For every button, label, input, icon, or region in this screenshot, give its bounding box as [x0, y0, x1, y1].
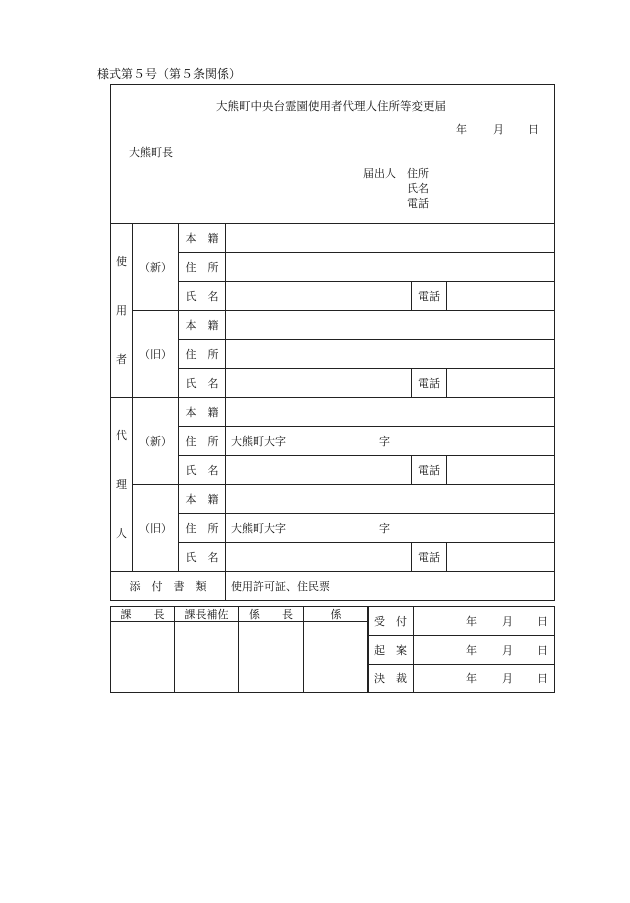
aza-label: 字	[379, 434, 390, 448]
user-old-label: （旧）	[133, 311, 179, 398]
main-table	[110, 223, 555, 601]
user-label: 使 用 者	[111, 224, 133, 398]
stamp-cell-staff[interactable]	[304, 622, 369, 693]
attachments-label: 添 付 書 類	[111, 572, 226, 601]
user-old-phone-value[interactable]	[447, 369, 555, 398]
agent-old-phone-value[interactable]	[447, 543, 555, 572]
form-title: 大熊町中央台霊園使用者代理人住所等変更届	[216, 99, 446, 113]
drafted-date[interactable]: 年 月 日	[414, 636, 555, 665]
user-new-label: （新）	[133, 224, 179, 311]
agent-new-phone-label: 電話	[412, 456, 447, 485]
user-old-name-value[interactable]	[226, 369, 412, 398]
user-old-name-label: 氏 名	[179, 369, 226, 398]
approval-stamp-table	[110, 606, 369, 693]
header-box	[110, 84, 555, 224]
approved-date[interactable]: 年 月 日	[414, 665, 555, 693]
applicant-address: 住所	[407, 167, 429, 180]
user-old-phone-label: 電話	[412, 369, 447, 398]
approval-date-table	[367, 606, 555, 693]
form-number: 様式第５号（第５条関係）	[97, 67, 242, 81]
applicant-label: 届出人	[363, 167, 396, 180]
applicant-phone: 電話	[407, 197, 429, 210]
stamp-col-assistant-chief: 課長補佐	[175, 607, 239, 622]
user-new-address-label: 住 所	[179, 253, 226, 282]
stamp-col-section-chief: 課 長	[111, 607, 175, 622]
stamp-col-subsection-chief: 係 長	[239, 607, 304, 622]
agent-new-honseki-label: 本 籍	[179, 398, 226, 427]
agent-new-label: （新）	[133, 398, 179, 485]
user-old-honseki-label: 本 籍	[179, 311, 226, 340]
received-date[interactable]: 年 月 日	[414, 607, 555, 636]
agent-old-phone-label: 電話	[412, 543, 447, 572]
town-prefix: 大熊町大字	[231, 521, 286, 535]
agent-old-honseki-label: 本 籍	[179, 485, 226, 514]
agent-new-honseki-value[interactable]	[226, 398, 555, 427]
applicant-name: 氏名	[407, 182, 429, 195]
agent-new-address-value[interactable]	[226, 427, 555, 456]
approved-label: 決 裁	[368, 665, 414, 693]
stamp-cell-assistant-chief[interactable]	[175, 622, 239, 693]
date-year: 年	[456, 123, 467, 136]
aza-label: 字	[379, 521, 390, 535]
stamp-cell-subsection-chief[interactable]	[239, 622, 304, 693]
town-prefix: 大熊町大字	[231, 434, 286, 448]
agent-new-name-value[interactable]	[226, 456, 412, 485]
user-old-address-label: 住 所	[179, 340, 226, 369]
agent-old-address-label: 住 所	[179, 514, 226, 543]
drafted-label: 起 案	[368, 636, 414, 665]
stamp-col-staff: 係	[304, 607, 369, 622]
user-new-phone-label: 電話	[412, 282, 447, 311]
date-day: 日	[528, 123, 539, 136]
user-new-honseki-label: 本 籍	[179, 224, 226, 253]
attachments-value: 使用許可証、住民票	[226, 572, 555, 601]
user-new-honseki-value[interactable]	[226, 224, 555, 253]
agent-old-address-value[interactable]	[226, 514, 555, 543]
agent-new-name-label: 氏 名	[179, 456, 226, 485]
agent-label: 代 理 人	[111, 398, 133, 572]
agent-old-name-label: 氏 名	[179, 543, 226, 572]
user-new-address-value[interactable]	[226, 253, 555, 282]
date-month: 月	[493, 123, 504, 136]
user-old-honseki-value[interactable]	[226, 311, 555, 340]
user-old-address-value[interactable]	[226, 340, 555, 369]
received-label: 受 付	[368, 607, 414, 636]
user-new-name-value[interactable]	[226, 282, 412, 311]
user-new-phone-value[interactable]	[447, 282, 555, 311]
addressee: 大熊町長	[129, 146, 173, 159]
agent-new-phone-value[interactable]	[447, 456, 555, 485]
agent-old-name-value[interactable]	[226, 543, 412, 572]
user-new-name-label: 氏 名	[179, 282, 226, 311]
agent-new-address-label: 住 所	[179, 427, 226, 456]
agent-old-honseki-value[interactable]	[226, 485, 555, 514]
stamp-cell-section-chief[interactable]	[111, 622, 175, 693]
agent-old-label: （旧）	[133, 485, 179, 572]
